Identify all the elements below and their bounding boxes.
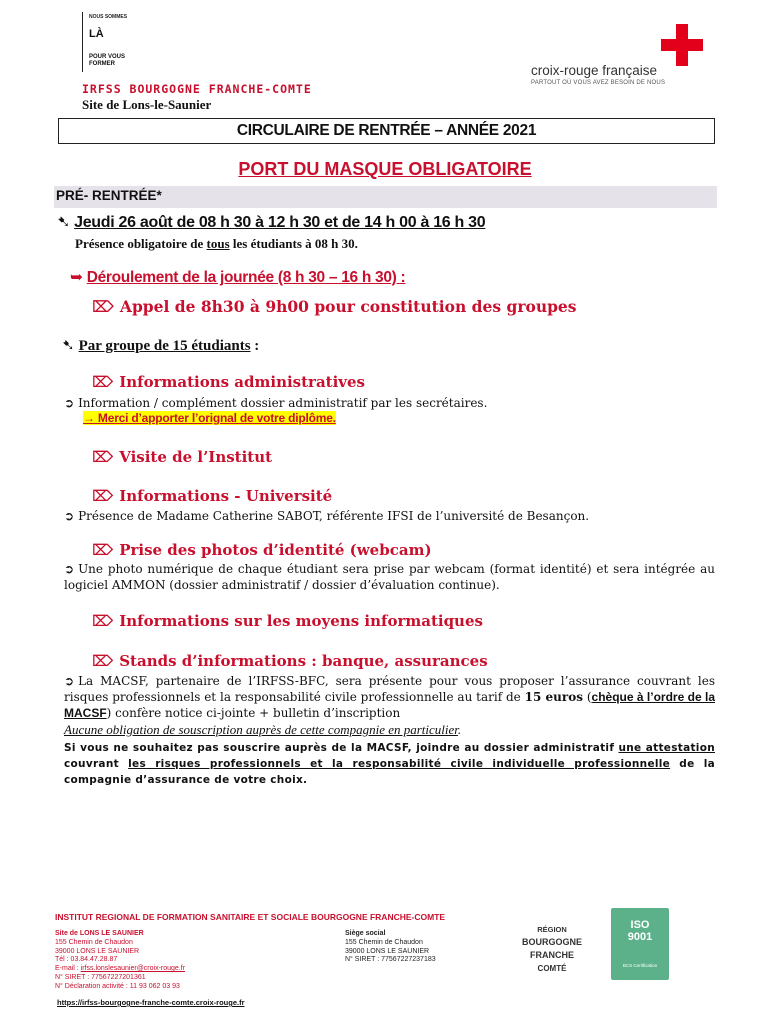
logo-former-text: FORMER [89, 61, 115, 67]
presence-after: les étudiants à 08 h 30. [229, 236, 358, 251]
institute-name: IRFSS BOURGOGNE FRANCHE-COMTE [82, 82, 312, 96]
stands-text-before: La MACSF, partenaire de l’IRFSS-BFC, sera présente pour vous proposer l’assurance couvrant les risques professionnels et la responsabilité civile professionnelle au tarif de [64, 674, 715, 704]
note-after: de la compagnie d’assurance de votre choix. [64, 758, 716, 786]
mask-notice [0, 159, 770, 180]
informatique-title: Informations sur les moyens informatiques [119, 612, 483, 630]
deroulement-text: Déroulement de la journée (8 h 30 – 16 h 30) : [86, 269, 406, 286]
footer-site-line: 155 Chemin de Chaudon [55, 938, 133, 946]
erase-box-icon: ⌦ [92, 373, 114, 391]
photos-text [64, 561, 715, 593]
brand-name: croix-rouge française [531, 63, 658, 78]
presence-before: Présence obligatoire de [75, 236, 207, 251]
note-underline-1: une attestation [618, 742, 715, 754]
deroulement-line [70, 268, 405, 287]
universite-text-content: Présence de Madame Catherine SABOT, référente IFSI de l’université de Besançon. [78, 509, 590, 523]
footer-hq-title: Siège social [345, 930, 386, 937]
photos-heading [92, 541, 432, 559]
bullet-arrow-icon: ➲ [64, 396, 75, 410]
stands-heading [92, 652, 488, 670]
bullet-arrow-icon: ➲ [64, 674, 75, 688]
footer-hq-line: N° SIRET : 77567227237183 [345, 956, 436, 964]
red-cross-icon-bar [661, 39, 703, 51]
iso-small: BCS Certification [622, 963, 658, 968]
universite-text [64, 508, 589, 524]
stands-italic: Aucune obligation de souscription auprès de cette compagnie en particulier [64, 722, 458, 737]
erase-box-icon: ⌦ [92, 541, 114, 559]
stands-title: Stands d’informations : banque, assurances [119, 652, 488, 670]
iso-line2: 9001 [627, 931, 653, 943]
presence-line [75, 236, 358, 252]
footer-email-label: E-mail : [55, 965, 81, 973]
footer-org: INSTITUT REGIONAL DE FORMATION SANITAIRE ET SOCIALE BOURGOGNE FRANCHE-COMTE [55, 912, 446, 922]
page-title: CIRCULAIRE DE RENTRÉE – ANNÉE 2021 [236, 122, 537, 139]
footer-siret: N° SIRET : 77567227201361 [55, 973, 146, 981]
visite-heading [92, 448, 272, 466]
appel-text: Appel de 8h30 à 9h00 pour constitution des groupes [119, 297, 577, 316]
stands-note [64, 740, 715, 788]
stands-text [64, 673, 715, 721]
iso-line1: ISO [630, 919, 650, 931]
admin-title: Informations administratives [119, 373, 366, 391]
date-line [57, 212, 485, 232]
footer-site-title: Site de LONS LE SAUNIER [55, 930, 144, 937]
region-line: BOURGOGNE [521, 937, 582, 947]
erase-box-icon: ⌦ [92, 298, 114, 316]
stands-cheque: chèque à l’ordre de la MACSF [64, 690, 716, 720]
erase-box-icon: ⌦ [92, 448, 114, 466]
footer-site-block [55, 930, 185, 992]
arrow-icon: ➷ [57, 212, 71, 231]
site-name: Site de Lons-le-Saunier [82, 97, 212, 112]
footer-site-line: 39000 LONS LE SAUNIER [55, 947, 140, 955]
footer-email-line [55, 965, 185, 974]
logo-pour-text: POUR VOUS [89, 54, 126, 60]
universite-title: Informations - Université [119, 487, 333, 505]
photos-title: Prise des photos d’identité (webcam) [119, 541, 432, 559]
bullet-arrow-icon: ➲ [64, 562, 75, 576]
footer-declaration: N° Déclaration activité : 11 93 062 03 93 [55, 982, 180, 990]
nous-sommes-la-logo [82, 12, 145, 72]
footer-email-link[interactable]: irfss.lonslesaunier@croix-rouge.fr [80, 965, 186, 973]
region-logo [512, 923, 592, 975]
presence-underlined: tous [206, 236, 230, 251]
stands-italic-line [64, 721, 461, 738]
admin-heading [92, 373, 365, 391]
footer-hq-block [345, 930, 436, 965]
groupe-text: Par groupe de 15 étudiants [78, 338, 251, 354]
universite-heading [92, 487, 332, 505]
pre-rentree-label: PRÉ- RENTRÉE* [56, 188, 162, 203]
bullet-arrow-icon: ➲ [64, 509, 75, 523]
groupe-line [62, 336, 259, 355]
arrow-icon: ➷ [62, 336, 75, 354]
visite-title: Visite de l’Institut [119, 448, 273, 466]
note-mid: couvrant [64, 758, 129, 770]
mask-notice-text: PORT DU MASQUE OBLIGATOIRE [238, 159, 532, 179]
date-text: Jeudi 26 août de 08 h 30 à 12 h 30 et de 14 h 00 à 16 h 30 [74, 214, 486, 231]
footer-hq-line: 39000 LONS LE SAUNIER [345, 947, 430, 955]
informatique-heading [92, 612, 483, 630]
brand-tagline: PARTOUT OÙ VOUS AVEZ BESOIN DE NOUS [531, 80, 666, 86]
region-line: COMTÉ [537, 964, 567, 973]
footer-url-link[interactable]: https://irfss-bourgogne-franche-comte.croix-rouge.fr [57, 998, 245, 1007]
logo-la-text: LÀ [89, 28, 104, 40]
stands-price: 15 euros [524, 690, 583, 704]
admin-text-content: Information / complément dossier administratif par les secrétaires. [78, 396, 488, 410]
erase-box-icon: ⌦ [92, 487, 114, 505]
note-before: Si vous ne souhaitez pas souscrire auprès de la MACSF, joindre au dossier administratif [64, 742, 619, 754]
page-title-box [58, 118, 715, 144]
stands-italic-end: . [457, 722, 462, 737]
photos-text-content: Une photo numérique de chaque étudiant sera prise par webcam (format identité) et sera intégrée au logiciel AMMON (dossier administratif / dossier d’évaluation continue). [64, 562, 715, 592]
stands-paren: ( [582, 690, 592, 704]
curved-arrow-icon: ➥ [70, 268, 83, 286]
region-line: RÉGION [537, 925, 567, 934]
note-underline-2: les risques professionnels et la responsabilité civile individuelle professionnelle [128, 758, 671, 770]
merci-highlight: → Merci d’apporter l’orignal de votre diplôme. [83, 411, 336, 425]
stands-text-after: ) confère notice ci-jointe + bulletin d’inscription [106, 706, 401, 720]
erase-box-icon: ⌦ [92, 652, 114, 670]
appel-heading [92, 297, 577, 316]
logo-top-text: NOUS SOMMES [89, 14, 128, 20]
erase-box-icon: ⌦ [92, 612, 114, 630]
iso-badge [611, 908, 669, 980]
admin-text [64, 395, 487, 411]
footer-site-line: Tél : 03.84.47.28.87 [55, 956, 118, 964]
region-line: FRANCHE [530, 950, 574, 960]
footer-hq-line: 155 Chemin de Chaudon [345, 938, 423, 946]
groupe-after: : [250, 338, 260, 354]
